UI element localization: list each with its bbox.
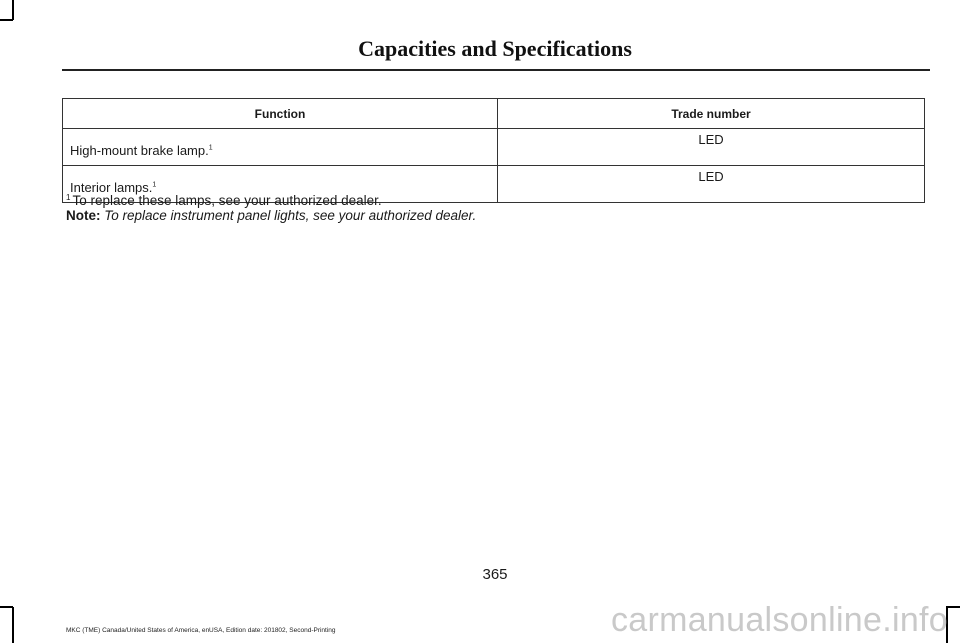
edition-info: MKC (TME) Canada/United States of America, enUSA, Edition date: 201802, Second-Printing bbox=[66, 627, 336, 634]
footnote-marker: 1 bbox=[152, 181, 157, 189]
note bbox=[66, 208, 476, 223]
watermark: carmanualsonline.info bbox=[610, 601, 948, 639]
bulb-specification-table bbox=[62, 98, 925, 203]
note-text: To replace instrument panel lights, see your authorized dealer. bbox=[104, 208, 477, 223]
title-divider bbox=[62, 69, 930, 71]
page-title: Capacities and Specifications bbox=[358, 36, 632, 61]
footnote-number: 1 bbox=[66, 192, 71, 202]
column-header-function: Function bbox=[63, 99, 498, 129]
trade-number-cell: LED bbox=[498, 129, 925, 166]
footnote-text: To replace these lamps, see your authorized dealer. bbox=[72, 193, 382, 208]
note-label: Note: bbox=[66, 208, 101, 223]
crop-mark-top-left-v bbox=[12, 0, 14, 20]
crop-mark-bottom-left-v bbox=[12, 607, 14, 643]
table-header-row bbox=[63, 99, 925, 129]
crop-mark-bottom-left-h bbox=[0, 606, 13, 608]
crop-mark-top-left-h bbox=[0, 19, 13, 21]
table-footnote bbox=[66, 193, 382, 208]
crop-mark-bottom-right-h bbox=[946, 606, 960, 608]
function-text: High-mount brake lamp. bbox=[70, 142, 209, 158]
table-row bbox=[63, 129, 925, 166]
page-number: 365 bbox=[482, 566, 508, 583]
footnote-marker: 1 bbox=[208, 144, 213, 152]
function-text: Interior lamps. bbox=[70, 179, 153, 195]
trade-number-cell: LED bbox=[498, 166, 925, 203]
function-cell bbox=[63, 129, 498, 166]
column-header-trade-number: Trade number bbox=[498, 99, 925, 129]
